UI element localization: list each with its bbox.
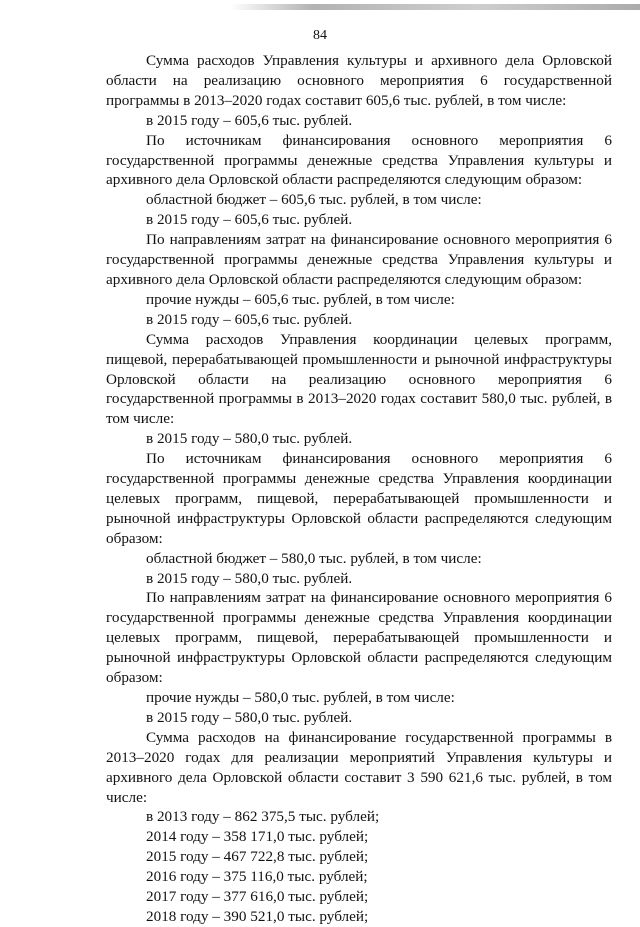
document-body: [106, 51, 612, 927]
body-paragraph: По направлениям затрат на финансирование основного мероприятия 6 государственной программы денежные средства Управления культуры и архивного дела Орловской области распределяются следующим образом:: [106, 231, 612, 288]
body-sub-line: областной бюджет – 580,0 тыс. рублей, в том числе:: [146, 549, 482, 567]
body-sub-line: областной бюджет – 605,6 тыс. рублей, в том числе:: [146, 191, 482, 209]
body-paragraph: По источникам финансирования основного мероприятия 6 государственной программы денежные средства Управления координации целевых программ, пищевой, перерабатывающей промышленности и рыночной инфраструктуры Орловской области распределяются следующим образом:: [106, 450, 612, 547]
body-paragraph: Сумма расходов Управления координации целевых программ, пищевой, перерабатывающей промышленности и рыночной инфраструктуры Орловской области на реализацию основного мероприятия 6 государственной программы в 2013–2020 годах составит 580,0 тыс. рублей, в том числе:: [106, 330, 612, 428]
body-sub-line: в 2013 году – 862 375,5 тыс. рублей;: [146, 808, 380, 826]
body-paragraph: По источникам финансирования основного мероприятия 6 государственной программы денежные средства Управления культуры и архивного дела Орловской области распределяются следующим образом:: [106, 131, 612, 189]
scan-edge-artifact: [230, 4, 640, 10]
body-sub-line: в 2015 году – 605,6 тыс. рублей.: [146, 211, 353, 229]
body-sub-line: 2016 году – 375 116,0 тыс. рублей;: [146, 868, 368, 886]
body-paragraph: По направлениям затрат на финансирование основного мероприятия 6 государственной программы денежные средства Управления координации целевых программ, пищевой, перерабатывающей промышленности и рыночной инфраструктуры Орловской области распределяются следующим образом:: [106, 589, 612, 687]
body-sub-line: в 2015 году – 605,6 тыс. рублей.: [146, 111, 353, 129]
body-sub-line: 2014 году – 358 171,0 тыс. рублей;: [146, 828, 369, 846]
body-sub-line: 2017 году – 377 616,0 тыс. рублей;: [146, 888, 369, 906]
body-sub-line: в 2015 году – 580,0 тыс. рублей.: [146, 708, 353, 726]
body-paragraph: Сумма расходов Управления культуры и архивного дела Орловской области на реализацию основного мероприятия 6 государственной программы в 2013–2020 годах составит 605,6 тыс. рублей, в том числе:: [106, 52, 612, 109]
page-number: 84: [313, 28, 327, 43]
body-sub-line: прочие нужды – 580,0 тыс. рублей, в том числе:: [146, 689, 455, 706]
body-sub-line: 2018 году – 390 521,0 тыс. рублей;: [146, 907, 369, 925]
body-sub-line: прочие нужды – 605,6 тыс. рублей, в том числе:: [146, 290, 455, 308]
body-sub-line: в 2015 году – 580,0 тыс. рублей.: [146, 430, 353, 448]
body-paragraph: Сумма расходов на финансирование государственной программы в 2013–2020 годах для реализации мероприятий Управления культуры и архивного дела Орловской области составит 3 590 621,6 тыс. рублей, в том числе:: [106, 728, 612, 806]
body-sub-line: 2015 году – 467 722,8 тыс. рублей;: [146, 848, 369, 866]
body-sub-line: в 2015 году – 605,6 тыс. рублей.: [146, 310, 353, 328]
body-sub-line: в 2015 году – 580,0 тыс. рублей.: [146, 569, 353, 587]
